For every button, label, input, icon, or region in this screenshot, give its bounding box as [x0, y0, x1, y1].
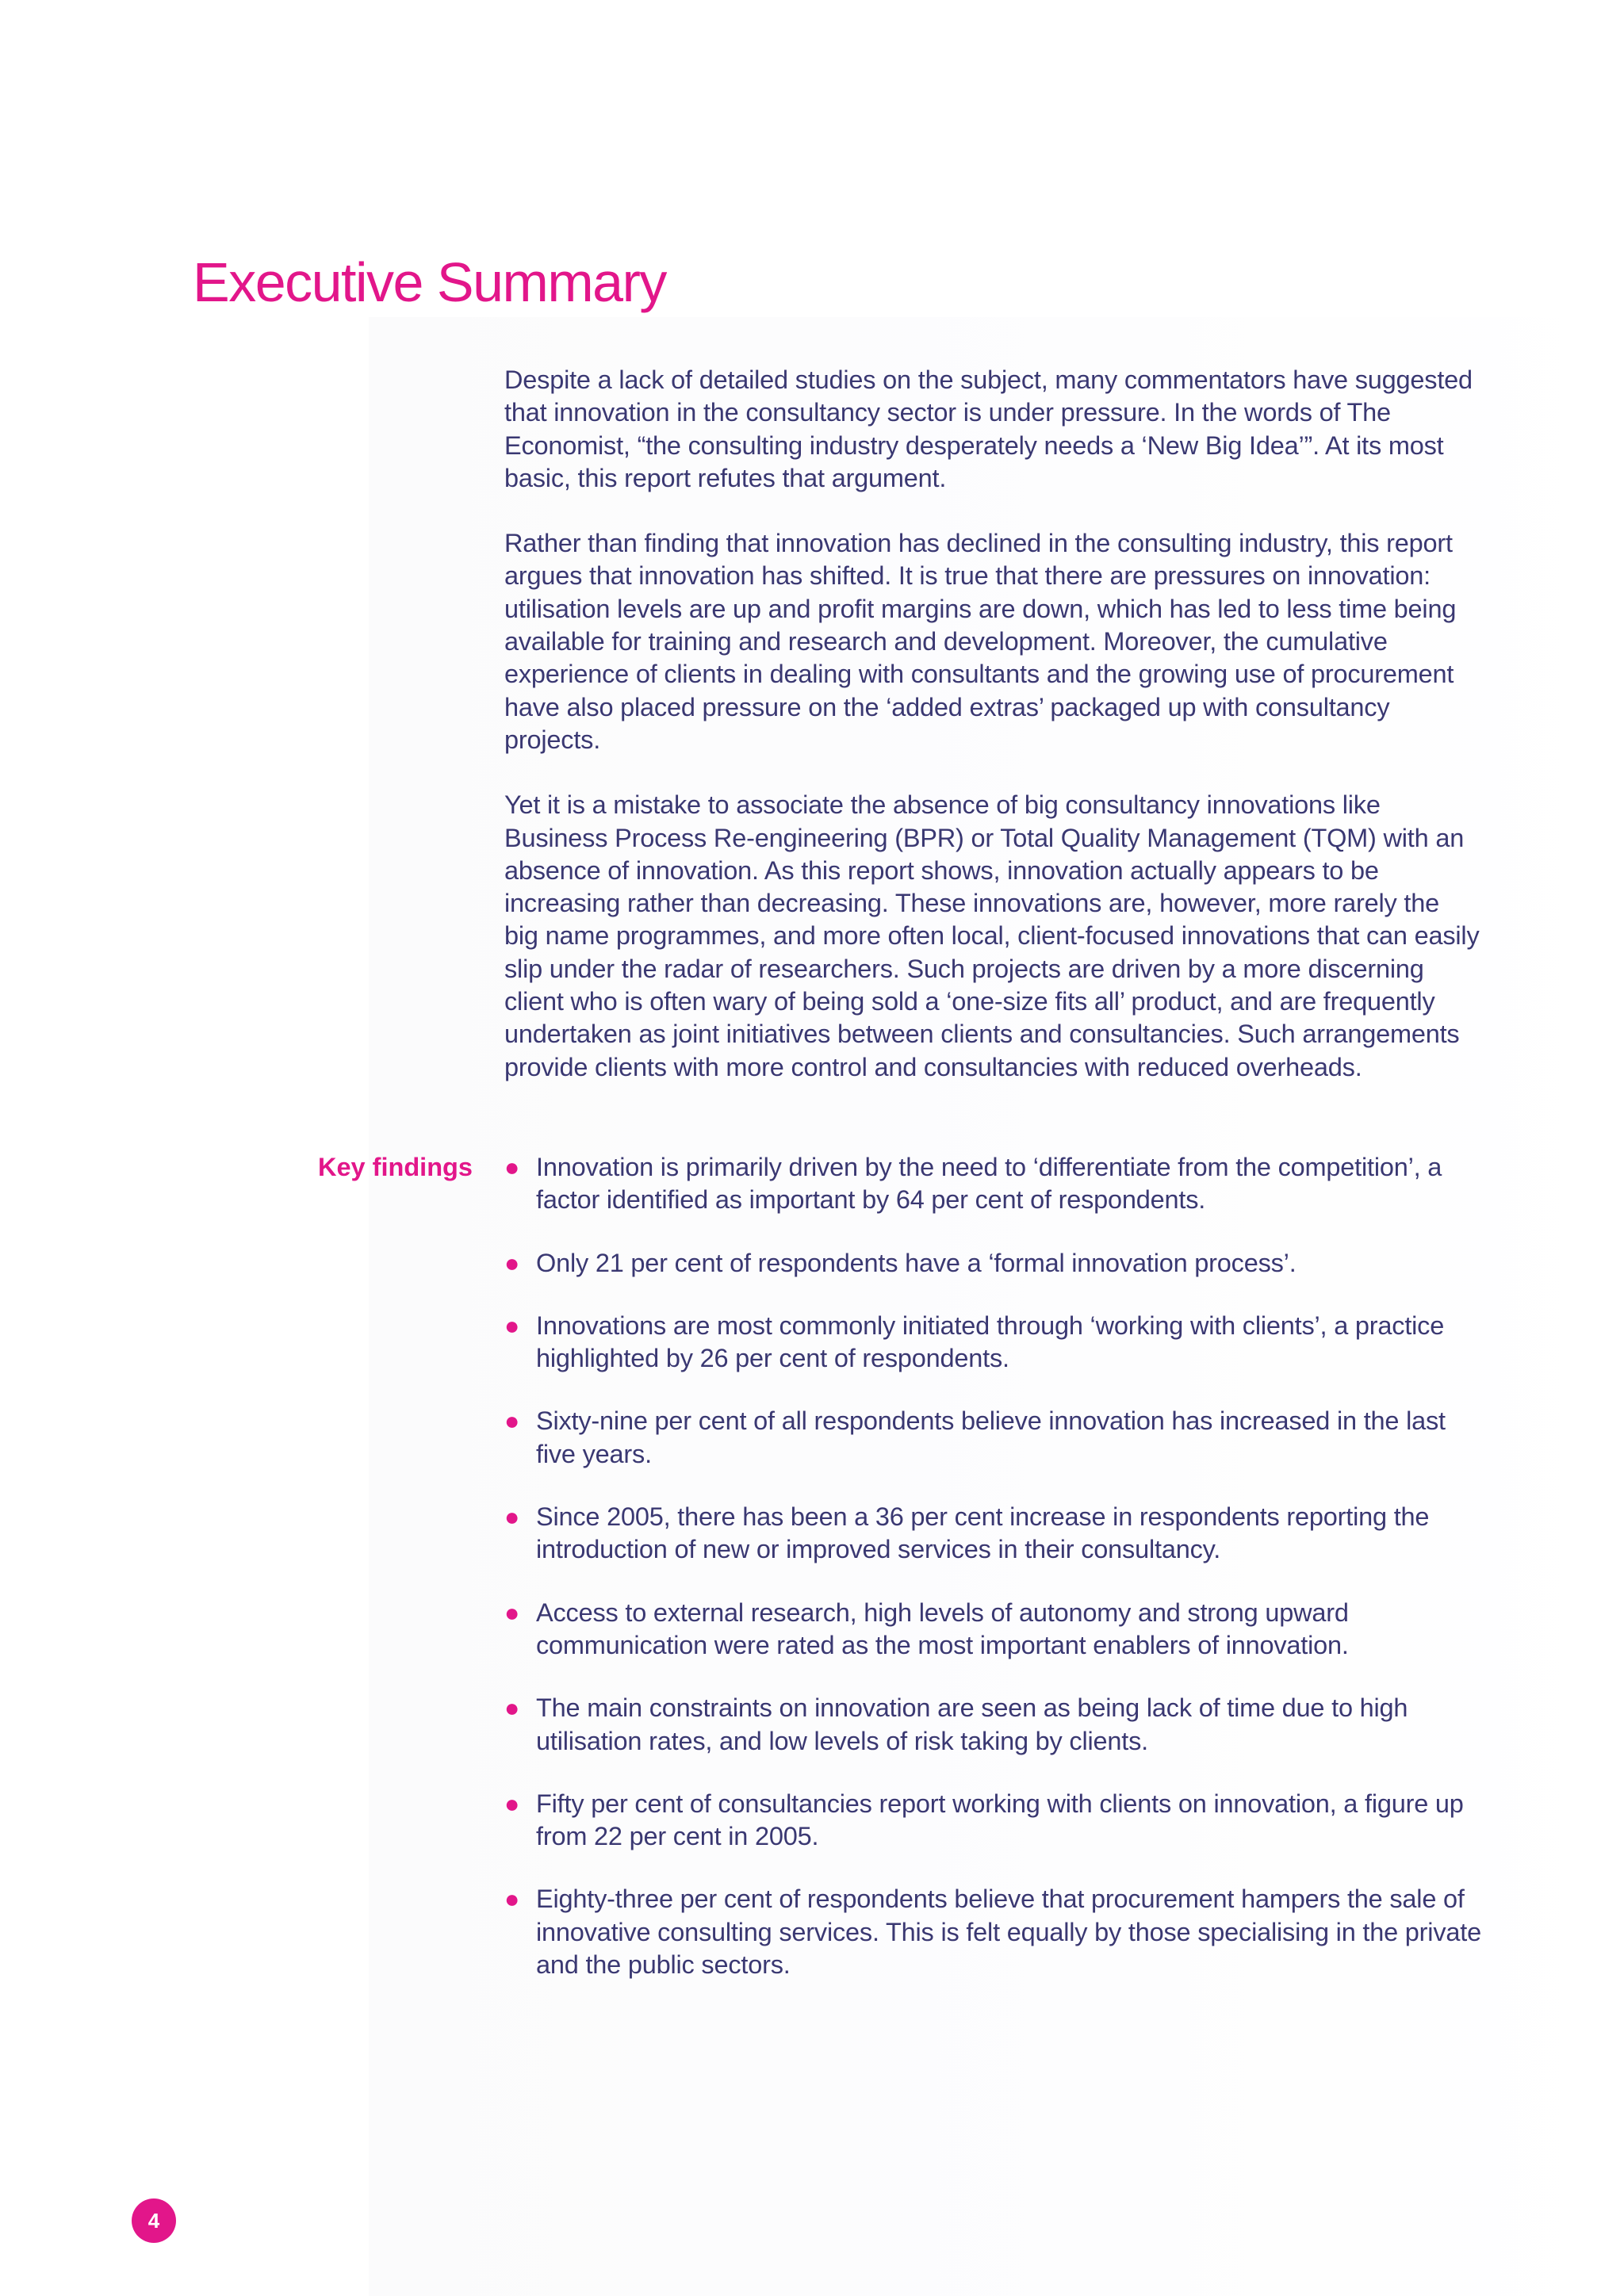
key-findings-list [504, 1151, 1488, 2011]
summary-paragraph: Rather than finding that innovation has declined in the consulting industry, this report argues that innovation has shifted. It is true that there are pressures on innovation: utilisation levels are up and profit margins are down, which has led to less time being available for training and research and development. Moreover, the cumulative experience of clients in dealing with consultants and the growing use of procurement have also placed pressure on the ‘added extras’ packaged up with consultancy projects. [504, 529, 1457, 754]
summary-body [504, 364, 1480, 1116]
finding-item [504, 1151, 1488, 1217]
bullet-icon: ● [504, 1885, 520, 1914]
page-number-badge: 4 [132, 2198, 176, 2243]
bullet-icon: ● [504, 1311, 520, 1340]
finding-text: Only 21 per cent of respondents have a ‘formal innovation process’. [536, 1248, 1297, 1277]
finding-item [504, 1405, 1488, 1471]
finding-item [504, 1788, 1488, 1854]
summary-paragraph: Despite a lack of detailed studies on the subject, many commentators have suggested that innovation in the consultancy sector is under pressure. In the words of The Economist, “the consulting industry desperately needs a ‘New Big Idea’”. At its most basic, this report refutes that argument. [504, 365, 1473, 492]
page-title: Executive Summary [193, 251, 666, 313]
finding-item [504, 1310, 1488, 1376]
finding-text: Access to external research, high levels of autonomy and strong upward communication were rated as the most important enablers of innovation. [536, 1598, 1349, 1659]
bullet-icon: ● [504, 1693, 520, 1723]
finding-text: Eighty-three per cent of respondents believe that procurement hampers the sale of innovative consulting services. This is felt equally by those specialising in the private and the public sectors. [536, 1885, 1481, 1980]
bullet-icon: ● [504, 1789, 520, 1818]
finding-item [504, 1692, 1488, 1758]
finding-text: The main constraints on innovation are seen as being lack of time due to high utilisation rates, and low levels of risk taking by clients. [536, 1693, 1408, 1755]
finding-item [504, 1597, 1488, 1663]
bullet-icon: ● [504, 1502, 520, 1532]
finding-item [504, 1247, 1488, 1280]
summary-paragraph: Yet it is a mistake to associate the absence of big consultancy innovations like Business Process Re-engineering (BPR) or Total Quality Management (TQM) with an absence of innovation. As this report shows, innovation actually appears to be increasing rather than decreasing. These innovations are, however, more rarely the big name programmes, and more often local, client-focused innovations that can easily slip under the radar of researchers. Such projects are driven by a more discerning client who is often wary of being sold a ‘one-size fits all’ product, and are frequently undertaken as joint initiatives between clients and consultancies. Such arrangements provide clients with more control and consultancies with reduced overheads. [504, 790, 1480, 1081]
finding-text: Innovations are most commonly initiated through ‘working with clients’, a practice highlighted by 26 per cent of respondents. [536, 1311, 1445, 1373]
finding-item [504, 1883, 1488, 1981]
finding-item [504, 1501, 1488, 1567]
finding-text: Fifty per cent of consultancies report working with clients on innovation, a figure up from 22 per cent in 2005. [536, 1789, 1464, 1851]
finding-text: Sixty-nine per cent of all respondents believe innovation has increased in the last five years. [536, 1406, 1446, 1468]
bullet-icon: ● [504, 1406, 520, 1436]
bullet-icon: ● [504, 1153, 520, 1181]
key-findings-heading: Key findings [317, 1153, 473, 1181]
bullet-icon: ● [504, 1248, 520, 1277]
finding-text: Innovation is primarily driven by the need to ‘differentiate from the competition’, a factor identified as important by 64 per cent of respondents. [536, 1153, 1442, 1215]
bullet-icon: ● [504, 1598, 520, 1627]
finding-text: Since 2005, there has been a 36 per cent increase in respondents reporting the introduction of new or improved services in their consultancy. [536, 1502, 1430, 1564]
